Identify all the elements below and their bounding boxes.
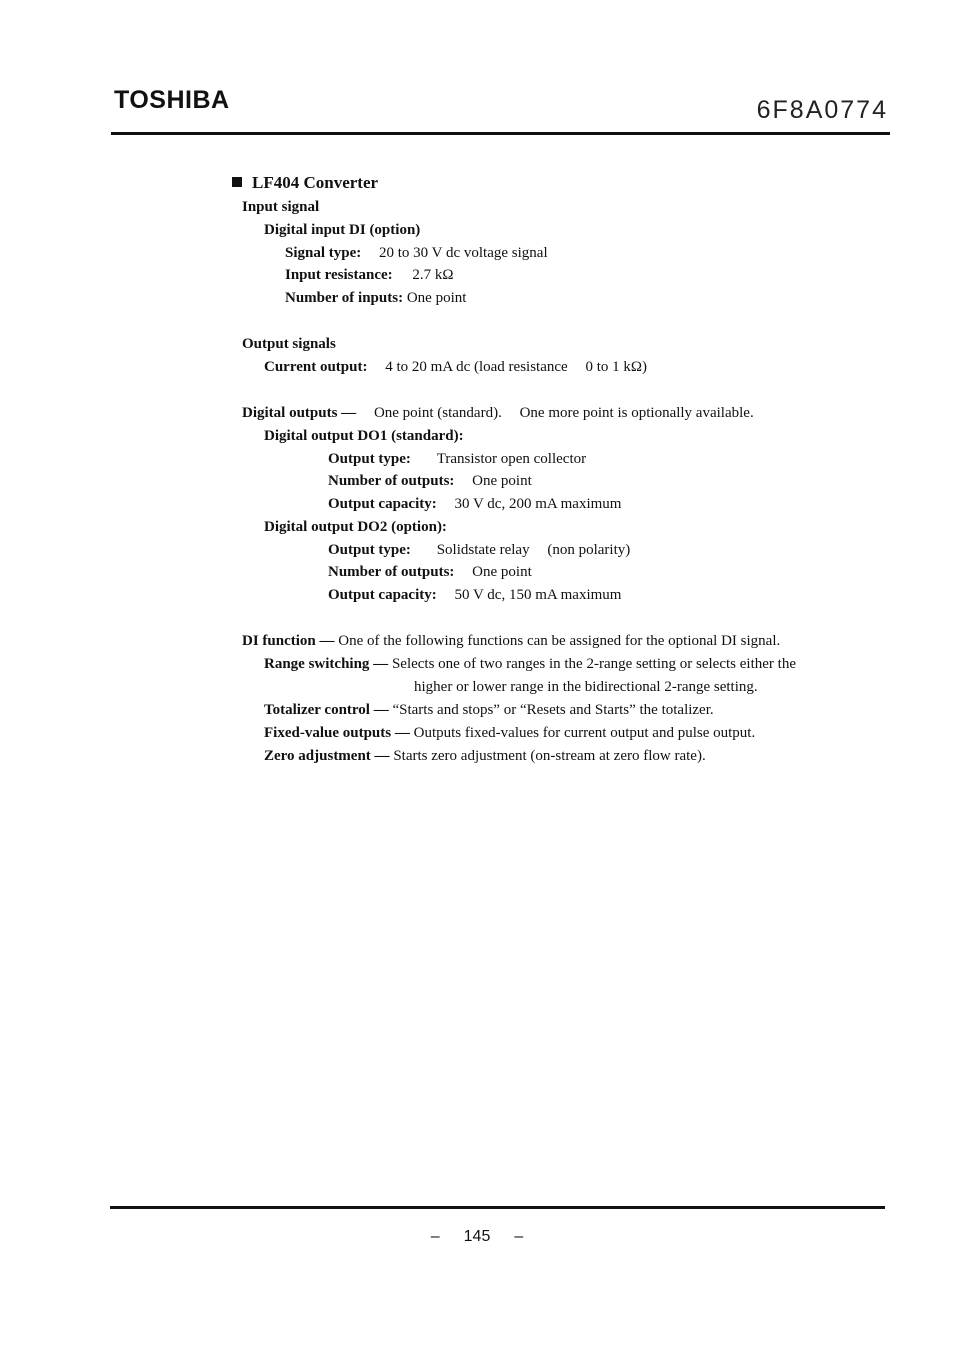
totalizer-row — [264, 700, 714, 720]
do1-heading: Digital output DO1 (standard): — [264, 428, 464, 444]
section-title-row — [232, 173, 378, 193]
inputs-value: One point — [406, 290, 467, 306]
di-function-heading: DI function — — [242, 633, 335, 649]
resistance-value: 2.7 kΩ — [412, 267, 454, 283]
current-output-label: Current output: — [264, 359, 368, 375]
current-output-row — [264, 357, 647, 377]
current-output-value: 4 to 20 mA dc (load resistance — [385, 359, 568, 375]
do1-cap-row — [328, 494, 621, 514]
range-switching-desc1: Selects one of two ranges in the 2-range setting or selects either the — [391, 656, 796, 672]
do2-type-value: Solidstate relay — [436, 542, 530, 558]
di-function-row — [242, 631, 780, 651]
do2-cap-row — [328, 585, 621, 605]
do1-num-label: Number of outputs: — [328, 473, 455, 489]
inputs-row — [285, 288, 466, 308]
resistance-row — [285, 265, 454, 285]
do2-type-label: Output type: — [328, 542, 411, 558]
fixed-value-desc: Outputs fixed-values for current output and pulse output. — [413, 725, 756, 741]
signal-type-value: 20 to 30 V dc voltage signal — [379, 245, 548, 261]
page-dash-right: – — [514, 1228, 524, 1245]
signal-type-row — [285, 243, 548, 263]
digital-outputs-desc1: One point (standard). — [373, 405, 502, 421]
do2-num-row — [328, 562, 532, 582]
range-switching-label: Range switching — — [264, 656, 389, 672]
do1-type-value: Transistor open collector — [436, 451, 587, 467]
inputs-label: Number of inputs: — [285, 290, 404, 306]
digital-outputs-row — [242, 403, 754, 423]
bullet-square-icon — [232, 177, 242, 187]
output-heading: Output signals — [242, 336, 336, 352]
page-dash-left: – — [430, 1228, 440, 1245]
di-heading: Digital input DI (option) — [264, 222, 421, 238]
range-switching-desc2: higher or lower range in the bidirectional 2-range setting. — [414, 679, 758, 695]
fixed-value-row — [264, 723, 755, 743]
do2-heading: Digital output DO2 (option): — [264, 519, 447, 535]
toshiba-logo: TOSHIBA — [114, 86, 230, 114]
page-number: 145 — [463, 1228, 491, 1245]
do2-cap-label: Output capacity: — [328, 587, 437, 603]
header-rule — [111, 132, 890, 135]
digital-outputs-desc2: One more point is optionally available. — [519, 405, 754, 421]
do2-type-row — [328, 540, 630, 560]
zero-adjustment-row — [264, 746, 706, 766]
footer-rule — [110, 1206, 885, 1209]
do1-cap-value: 30 V dc, 200 mA maximum — [454, 496, 622, 512]
do2-cap-value: 50 V dc, 150 mA maximum — [454, 587, 622, 603]
resistance-label: Input resistance: — [285, 267, 393, 283]
do2-num-label: Number of outputs: — [328, 564, 455, 580]
zero-adjustment-desc: Starts zero adjustment (on-stream at zero flow rate). — [393, 748, 706, 764]
do1-num-value: One point — [472, 473, 532, 489]
input-heading: Input signal — [242, 199, 320, 215]
do2-num-value: One point — [472, 564, 532, 580]
digital-outputs-heading: Digital outputs — — [242, 405, 357, 421]
do1-cap-label: Output capacity: — [328, 496, 437, 512]
do1-num-row — [328, 471, 532, 491]
signal-type-label: Signal type: — [285, 245, 362, 261]
di-function-desc: One of the following functions can be assigned for the optional DI signal. — [338, 633, 781, 649]
totalizer-desc: “Starts and stops” or “Resets and Starts” the totalizer. — [392, 702, 714, 718]
do2-type-note: (non polarity) — [547, 542, 631, 558]
current-output-range: 0 to 1 kΩ) — [585, 359, 648, 375]
totalizer-label: Totalizer control — — [264, 702, 389, 718]
do1-type-label: Output type: — [328, 451, 411, 467]
fixed-value-label: Fixed-value outputs — — [264, 725, 410, 741]
do1-type-row — [328, 449, 586, 469]
page-number-row — [0, 1228, 954, 1246]
section-title: LF404 Converter — [252, 173, 379, 192]
document-number: 6F8A0774 — [756, 96, 888, 124]
range-switching-row — [264, 654, 796, 674]
zero-adjustment-label: Zero adjustment — — [264, 748, 390, 764]
